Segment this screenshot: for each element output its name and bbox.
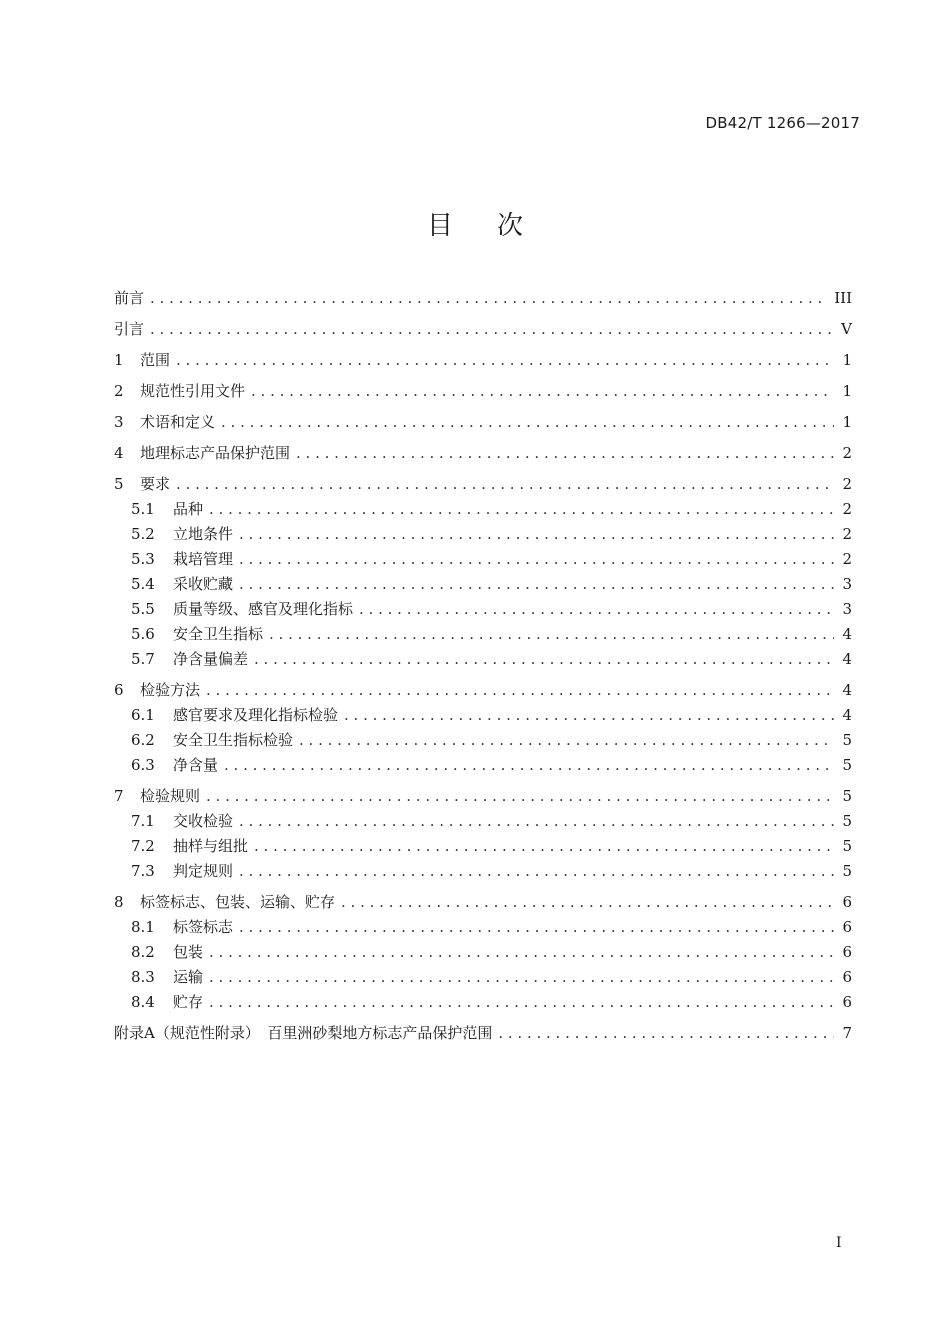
toc-leader-dots: [344, 703, 834, 728]
document-code: DB42/T 1266—2017: [705, 114, 860, 132]
toc-entry[interactable]: [114, 622, 852, 647]
toc-entry-label: 检验方法: [140, 681, 201, 699]
toc-entry-label: 采收贮藏: [173, 575, 234, 593]
toc-entry[interactable]: [114, 703, 852, 728]
toc-leader-dots: [254, 647, 834, 672]
toc-entry-page: 2: [842, 444, 852, 462]
toc-entry-label: 地理标志产品保护范围: [140, 444, 291, 462]
toc-leader-dots: [239, 809, 834, 834]
toc-entry-page: 6: [842, 943, 852, 961]
toc-leader-dots: [176, 472, 834, 497]
toc-entry-label: 检验规则: [140, 787, 201, 805]
toc-entry-page: 1: [842, 382, 852, 400]
toc-entry-label: 品种: [173, 500, 204, 518]
toc-entry-label: 要求: [140, 475, 171, 493]
toc-entry-number: 5.6: [131, 625, 155, 643]
toc-entry-number: 7.1: [131, 812, 155, 830]
toc-entry-page: 5: [842, 812, 852, 830]
toc-entry[interactable]: [114, 753, 852, 778]
toc-leader-dots: [239, 859, 834, 884]
toc-entry-label: 标签标志: [173, 918, 234, 936]
toc-entry-page: 6: [842, 993, 852, 1011]
toc-entry-page: 5: [842, 756, 852, 774]
toc-leader-dots: [224, 753, 834, 778]
toc-entry[interactable]: [114, 678, 852, 703]
toc-leader-dots: [269, 622, 834, 647]
toc-entry-number: 6.1: [131, 706, 155, 724]
toc-entry-number: 1: [114, 351, 124, 369]
toc-entry[interactable]: [114, 497, 852, 522]
toc-entry-label: 安全卫生指标检验: [173, 731, 294, 749]
toc-entry-page: 2: [842, 500, 852, 518]
toc-entry[interactable]: [114, 522, 852, 547]
toc-entry[interactable]: [114, 348, 852, 373]
toc-entry[interactable]: [114, 965, 852, 990]
toc-entry-number: 8: [114, 893, 124, 911]
toc-entry-label: 质量等级、感官及理化指标: [173, 600, 354, 618]
toc-leader-dots: [251, 379, 834, 404]
toc-entry-number: 2: [114, 382, 124, 400]
toc-entry-number: 6.2: [131, 731, 155, 749]
toc-entry-number: 4: [114, 444, 124, 462]
toc-entry[interactable]: [114, 441, 852, 466]
toc-entry-number: 7.3: [131, 862, 155, 880]
toc-entry-page: 7: [842, 1024, 852, 1042]
toc-entry-number: 3: [114, 413, 124, 431]
toc-entry[interactable]: [114, 647, 852, 672]
toc-entry-number: 7.2: [131, 837, 155, 855]
toc-entry-page: 5: [842, 837, 852, 855]
toc-entry[interactable]: [114, 547, 852, 572]
toc-entry-number: 5.1: [131, 500, 155, 518]
toc-entry-number: 5: [114, 475, 124, 493]
toc-entry-page: III: [834, 289, 852, 307]
toc-entry[interactable]: [114, 286, 852, 311]
toc-leader-dots: [239, 547, 834, 572]
toc-entry-page: 3: [842, 575, 852, 593]
toc-entry-label: 判定规则: [173, 862, 234, 880]
toc-leader-dots: [209, 990, 834, 1015]
toc-entry[interactable]: [114, 379, 852, 404]
toc-entry-number: 8.1: [131, 918, 155, 936]
toc-leader-dots: [150, 286, 826, 311]
toc-entry-label: 净含量: [173, 756, 219, 774]
toc-entry-page: 2: [842, 475, 852, 493]
toc-entry-label: 包装: [173, 943, 204, 961]
toc-leader-dots: [254, 834, 834, 859]
toc-entry[interactable]: [114, 597, 852, 622]
page-number: I: [836, 1235, 842, 1251]
toc-entry[interactable]: [114, 859, 852, 884]
toc-entry-number: 7: [114, 787, 124, 805]
toc-entry-page: 3: [842, 600, 852, 618]
toc-leader-dots: [209, 497, 834, 522]
toc-leader-dots: [206, 678, 834, 703]
toc-entry-page: 6: [842, 968, 852, 986]
toc-entry-page: 1: [842, 351, 852, 369]
toc-entry-label: 规范性引用文件: [140, 382, 246, 400]
toc-entry-label: 标签标志、包装、运输、贮存: [140, 893, 336, 911]
toc-leader-dots: [498, 1021, 834, 1046]
toc-leader-dots: [239, 915, 834, 940]
toc-entry-label: 净含量偏差: [173, 650, 249, 668]
toc-entry[interactable]: [114, 940, 852, 965]
toc-entry-page: 4: [842, 625, 852, 643]
toc-entry-label: 前言: [114, 289, 145, 307]
toc-entry-page: 6: [842, 918, 852, 936]
toc-entry-number: 5.2: [131, 525, 155, 543]
toc-entry-page: 5: [842, 862, 852, 880]
toc-leader-dots: [239, 522, 834, 547]
toc-leader-dots: [341, 890, 834, 915]
page-title: 目次: [426, 211, 567, 241]
toc-entry-number: 8.4: [131, 993, 155, 1011]
toc-entry[interactable]: [114, 834, 852, 859]
toc-entry[interactable]: [114, 1021, 852, 1046]
toc-entry[interactable]: [114, 472, 852, 497]
toc-entry[interactable]: [114, 572, 852, 597]
toc-leader-dots: [176, 348, 834, 373]
toc-entry-label: 术语和定义: [140, 413, 216, 431]
toc-entry-label: 抽样与组批: [173, 837, 249, 855]
toc-entry-page: 6: [842, 893, 852, 911]
toc-leader-dots: [239, 572, 834, 597]
toc-entry-label: 运输: [173, 968, 204, 986]
toc-entry[interactable]: [114, 809, 852, 834]
toc-entry-label: 范围: [140, 351, 171, 369]
toc-leader-dots: [296, 441, 834, 466]
toc-entry-number: 8.3: [131, 968, 155, 986]
toc-entry-label: 引言: [114, 320, 145, 338]
toc-entry-label: 栽培管理: [173, 550, 234, 568]
toc-entry-number: 5.5: [131, 600, 155, 618]
toc-entry-label: 立地条件: [173, 525, 234, 543]
toc-entry-label: 附录A（规范性附录） 百里洲砂梨地方标志产品保护范围: [114, 1024, 493, 1042]
toc-entry-label: 贮存: [173, 993, 204, 1011]
toc-entry[interactable]: [114, 784, 852, 809]
toc-entry[interactable]: [114, 410, 852, 435]
toc-entry[interactable]: [114, 317, 852, 342]
table-of-contents: [114, 286, 852, 1046]
toc-entry-page: 2: [842, 550, 852, 568]
toc-leader-dots: [221, 410, 834, 435]
toc-leader-dots: [299, 728, 834, 753]
toc-entry-number: 5.7: [131, 650, 155, 668]
toc-leader-dots: [150, 317, 833, 342]
toc-entry-page: 4: [842, 681, 852, 699]
toc-entry-number: 5.3: [131, 550, 155, 568]
toc-entry-number: 6.3: [131, 756, 155, 774]
toc-entry-label: 感官要求及理化指标检验: [173, 706, 339, 724]
toc-leader-dots: [209, 940, 834, 965]
toc-entry-label: 安全卫生指标: [173, 625, 264, 643]
toc-entry-page: 5: [842, 787, 852, 805]
toc-entry-page: V: [841, 320, 852, 338]
toc-entry[interactable]: [114, 890, 852, 915]
toc-entry-page: 5: [842, 731, 852, 749]
toc-entry[interactable]: [114, 915, 852, 940]
toc-entry-page: 2: [842, 525, 852, 543]
toc-entry[interactable]: [114, 728, 852, 753]
toc-entry-number: 5.4: [131, 575, 155, 593]
toc-entry-page: 4: [842, 706, 852, 724]
toc-leader-dots: [206, 784, 834, 809]
toc-entry-page: 4: [842, 650, 852, 668]
toc-entry-label: 交收检验: [173, 812, 234, 830]
toc-entry-number: 6: [114, 681, 124, 699]
toc-leader-dots: [359, 597, 834, 622]
toc-entry[interactable]: [114, 990, 852, 1015]
toc-leader-dots: [209, 965, 834, 990]
toc-entry-number: 8.2: [131, 943, 155, 961]
toc-entry-page: 1: [842, 413, 852, 431]
